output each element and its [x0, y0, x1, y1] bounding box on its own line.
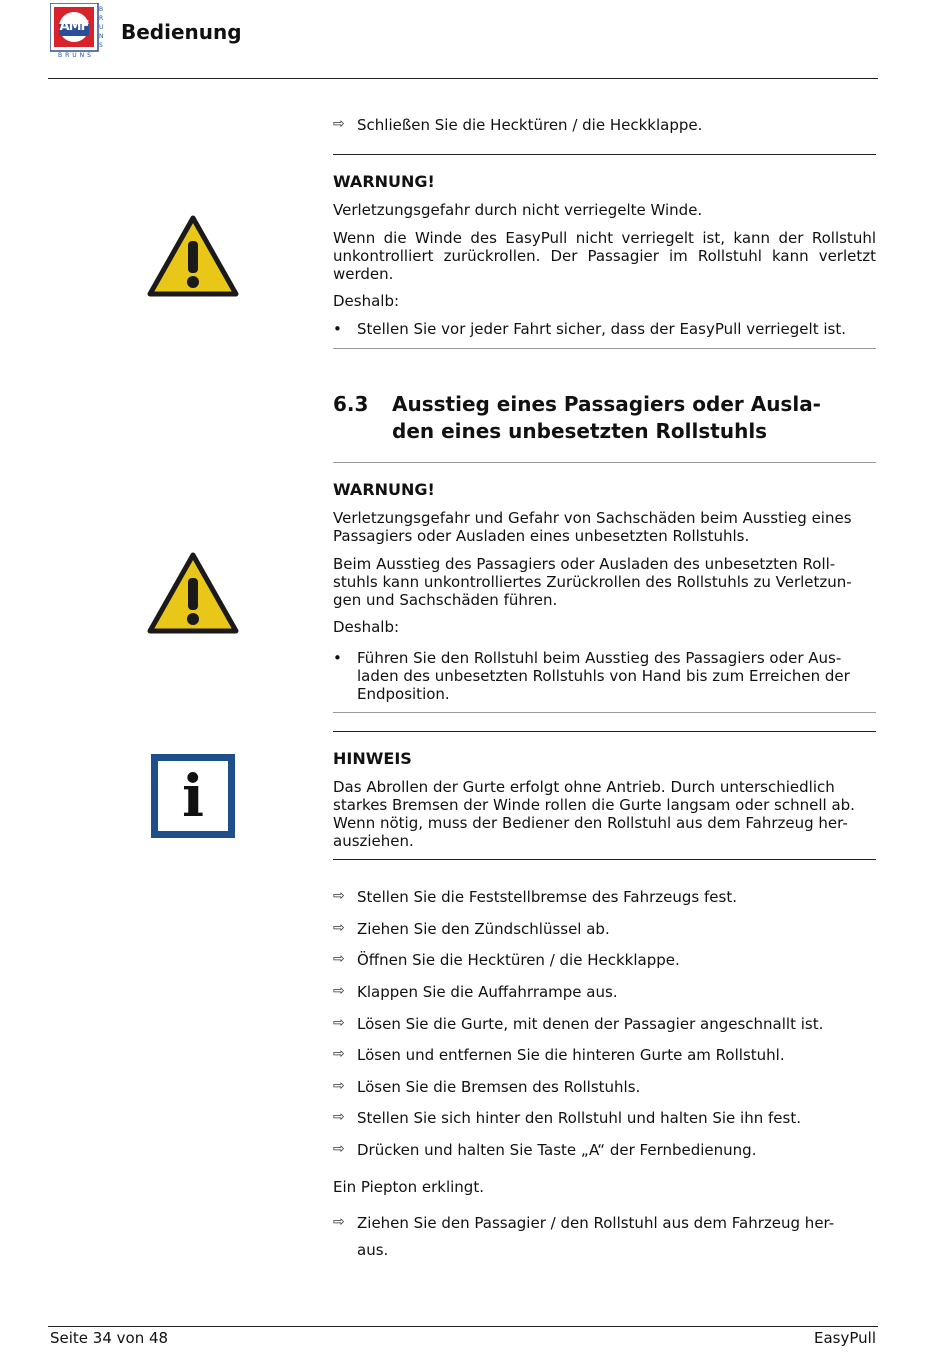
note-title: HINWEIS: [333, 749, 412, 768]
footer-product-name: EasyPull: [814, 1329, 876, 1347]
step-item: Ziehen Sie den Zündschlüssel ab.: [357, 920, 610, 938]
intro-step: Schließen Sie die Hecktüren / die Heckklappe.: [357, 116, 703, 134]
section-title-line2: den eines unbesetzten Rollstuhls: [392, 419, 768, 443]
warning1-bottom-rule: [333, 348, 876, 349]
arrow-icon: ⇨: [333, 983, 345, 999]
final-step-line2: aus.: [357, 1241, 389, 1259]
step-item: Klappen Sie die Auffahrrampe aus.: [357, 983, 618, 1001]
warning2-body-line3: gen und Sachschäden führen.: [333, 591, 558, 609]
company-logo: [50, 3, 108, 61]
warning1-title: WARNUNG!: [333, 172, 435, 191]
result-text: Ein Piepton erklingt.: [333, 1178, 484, 1196]
footer-page-number: Seite 34 von 48: [50, 1329, 169, 1347]
logo-bottom-text: BRUNS: [58, 52, 94, 59]
arrow-icon: ⇨: [333, 888, 345, 904]
warning2-therefore: Deshalb:: [333, 618, 400, 636]
info-icon: [151, 754, 235, 838]
step-item: Lösen Sie die Gurte, mit denen der Passagier angeschnallt ist.: [357, 1015, 824, 1033]
warning1-bullet: Stellen Sie vor jeder Fahrt sicher, dass der EasyPull verriegelt ist.: [357, 320, 846, 338]
section-header-title: Bedienung: [121, 20, 242, 44]
arrow-icon: ⇨: [333, 1046, 345, 1062]
step-item: Stellen Sie die Feststellbremse des Fahrzeugs fest.: [357, 888, 737, 906]
warning2-body-line2: stuhls kann unkontrolliertes Zurückrollen des Rollstuhls zu Verletzun-: [333, 573, 852, 591]
section-title-line1: Ausstieg eines Passagiers oder Ausla-: [392, 392, 821, 416]
arrow-icon: ⇨: [333, 1109, 345, 1125]
info-glyph: i: [181, 762, 205, 830]
note-bottom-rule: [333, 859, 876, 860]
arrow-icon: ⇨: [333, 920, 345, 936]
arrow-icon: ⇨: [333, 951, 345, 967]
warning2-subtitle-line1: Verletzungsgefahr und Gefahr von Sachschäden beim Ausstieg eines: [333, 509, 852, 527]
warning1-top-rule: [333, 154, 876, 155]
step-item: Lösen und entfernen Sie die hinteren Gurte am Rollstuhl.: [357, 1046, 785, 1064]
step-item: Stellen Sie sich hinter den Rollstuhl und halten Sie ihn fest.: [357, 1109, 801, 1127]
arrow-icon: ⇨: [333, 1214, 345, 1230]
logo-text: AMF: [59, 19, 89, 34]
section-number: 6.3: [333, 392, 369, 416]
warning-triangle-icon: [147, 552, 239, 634]
warning2-bullet-line2: laden des unbesetzten Rollstuhls von Hand bis zum Erreichen der: [357, 667, 850, 685]
warning2-bottom-rule: [333, 712, 876, 713]
warning2-bullet-line3: Endposition.: [357, 685, 450, 703]
warning2-title: WARNUNG!: [333, 480, 435, 499]
footer-rule: [48, 1326, 878, 1327]
step-item: Öffnen Sie die Hecktüren / die Heckklappe.: [357, 951, 680, 969]
note-line2: starkes Bremsen der Winde rollen die Gurte langsam oder schnell ab.: [333, 796, 855, 814]
warning1-body: Wenn die Winde des EasyPull nicht verriegelt ist, kann der Rollstuhl unkontrolliert zurückrollen. Der Passagier im Rollstuhl kann verletzt werden.: [333, 229, 876, 283]
step-item: Drücken und halten Sie Taste „A“ der Fernbedienung.: [357, 1141, 757, 1159]
note-line4: ausziehen.: [333, 832, 414, 850]
header-rule: [48, 78, 878, 79]
arrow-icon: ⇨: [333, 1078, 345, 1094]
warning2-subtitle-line2: Passagiers oder Ausladen eines unbesetzten Rollstuhls.: [333, 527, 750, 545]
arrow-icon: ⇨: [333, 1015, 345, 1031]
final-step-line1: Ziehen Sie den Passagier / den Rollstuhl aus dem Fahrzeug her-: [357, 1214, 835, 1232]
bullet-icon: •: [333, 649, 342, 667]
arrow-icon: ⇨: [333, 1141, 345, 1157]
warning1-therefore: Deshalb:: [333, 292, 400, 310]
note-line1: Das Abrollen der Gurte erfolgt ohne Antrieb. Durch unterschiedlich: [333, 778, 835, 796]
warning2-body-line1: Beim Ausstieg des Passagiers oder Ausladen des unbesetzten Roll-: [333, 555, 836, 573]
warning-triangle-icon: [147, 215, 239, 297]
warning1-subtitle: Verletzungsgefahr durch nicht verriegelte Winde.: [333, 201, 703, 219]
bullet-icon: •: [333, 320, 342, 338]
arrow-icon: ⇨: [333, 116, 345, 132]
note-top-rule: [333, 731, 876, 732]
warning2-top-rule: [333, 462, 876, 463]
warning2-bullet-line1: Führen Sie den Rollstuhl beim Ausstieg des Passagiers oder Aus-: [357, 649, 842, 667]
logo-side-text: BRUNS: [99, 6, 104, 49]
note-line3: Wenn nötig, muss der Bediener den Rollstuhl aus dem Fahrzeug her-: [333, 814, 848, 832]
step-item: Lösen Sie die Bremsen des Rollstuhls.: [357, 1078, 641, 1096]
